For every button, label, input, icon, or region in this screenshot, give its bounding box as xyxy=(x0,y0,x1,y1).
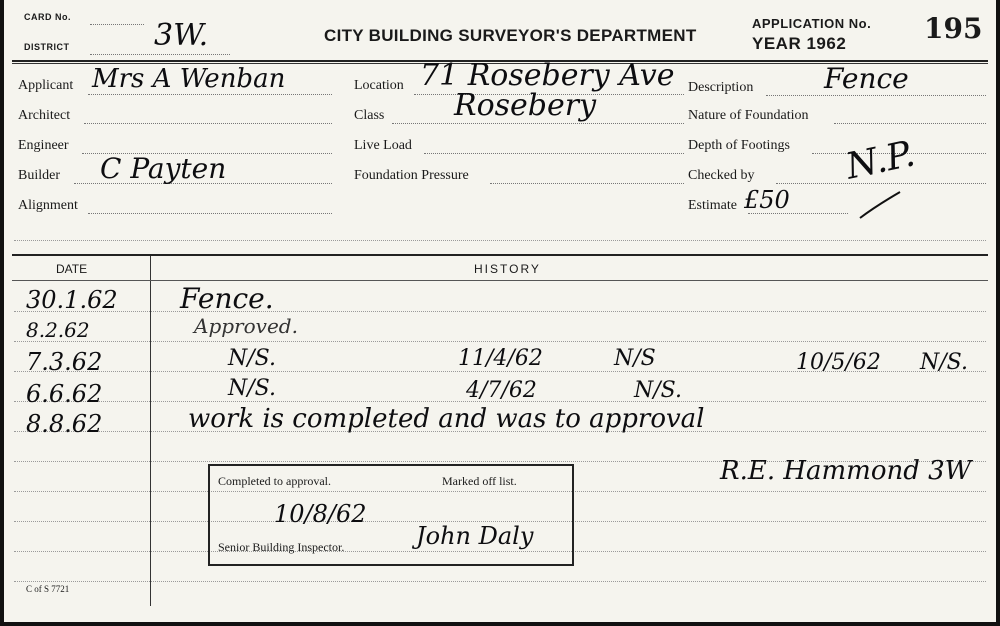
application-number: 195 xyxy=(924,12,983,45)
builder-label: Builder xyxy=(18,168,60,183)
applicant-value: Mrs A Wenban xyxy=(92,64,286,94)
ruled-line xyxy=(14,311,986,312)
alignment-label: Alignment xyxy=(18,198,78,213)
live-load-line xyxy=(424,153,684,154)
stamp-marked-label: Marked off list. xyxy=(442,474,517,488)
ruled-line xyxy=(14,581,986,582)
estimate-label: Estimate xyxy=(688,198,737,213)
entry-text: 4/7/62 xyxy=(466,378,537,403)
nature-of-foundation-label: Nature of Foundation xyxy=(688,108,809,123)
location-value-line1: 71 Rosebery Ave xyxy=(420,58,675,93)
record-card xyxy=(4,0,996,622)
district-label: DISTRICT xyxy=(24,42,70,52)
entry-date: 8.8.62 xyxy=(26,410,103,438)
foundation-pressure-label: Foundation Pressure xyxy=(354,168,469,183)
history-header: HISTORY xyxy=(474,262,541,276)
depth-of-footings-label: Depth of Footings xyxy=(688,138,790,153)
card-no-label: CARD No. xyxy=(24,12,71,22)
ruled-line xyxy=(14,341,986,342)
location-label: Location xyxy=(354,78,404,93)
stamp-completed-label: Completed to approval. xyxy=(218,474,331,488)
form-code: C of S 7721 xyxy=(26,584,70,594)
architect-line xyxy=(84,123,332,124)
checked-by-value: N.P. xyxy=(842,133,919,188)
district-line xyxy=(90,54,230,55)
entry-text: 11/4/62 xyxy=(458,346,543,371)
history-top-divider xyxy=(12,254,988,256)
entry-text: work is completed and was to approval xyxy=(188,404,705,434)
stamp-inspector-signature: John Daly xyxy=(416,522,534,550)
entry-date: 6.6.62 xyxy=(26,380,103,408)
checked-by-label: Checked by xyxy=(688,168,755,183)
fields-bottom-rule xyxy=(14,240,986,241)
entry-date: 7.3.62 xyxy=(26,348,103,376)
entry-text: Fence. xyxy=(180,282,274,315)
description-line xyxy=(766,95,986,96)
date-header: DATE xyxy=(56,262,88,276)
estimate-value: £50 xyxy=(744,186,790,214)
location-value-line2: Rosebery xyxy=(454,88,597,123)
nature-line xyxy=(834,123,986,124)
entry-text: N/S. xyxy=(228,346,276,371)
card-no-line xyxy=(90,24,144,25)
stamp-date: 10/8/62 xyxy=(274,500,367,528)
description-value: Fence xyxy=(824,62,909,95)
entry-date: 30.1.62 xyxy=(26,286,118,314)
approval-stamp xyxy=(208,464,574,566)
entry-text: N/S. xyxy=(920,350,968,375)
entry-text: 10/5/62 xyxy=(796,350,881,375)
checked-line xyxy=(776,183,986,184)
application-no-label: APPLICATION No. xyxy=(752,16,872,31)
applicant-label: Applicant xyxy=(18,78,74,93)
class-line xyxy=(392,123,684,124)
entry-text: N/S. xyxy=(634,378,682,403)
alignment-line xyxy=(88,213,332,214)
checked-flourish xyxy=(856,188,906,222)
year-label: YEAR 1962 xyxy=(752,34,847,53)
surveyor-signature: R.E. Hammond 3W xyxy=(720,456,972,486)
architect-label: Architect xyxy=(18,108,71,123)
engineer-label: Engineer xyxy=(18,138,69,153)
description-label: Description xyxy=(688,80,754,95)
entry-date: 8.2.62 xyxy=(26,318,90,342)
department-title: CITY BUILDING SURVEYOR'S DEPARTMENT xyxy=(324,26,697,45)
class-label: Class xyxy=(354,108,385,123)
entry-text: N/S xyxy=(614,346,656,371)
applicant-line xyxy=(88,94,332,95)
history-header-line xyxy=(12,280,988,281)
builder-value: C Payten xyxy=(100,152,227,185)
entry-text: Approved. xyxy=(194,314,298,338)
district-value: 3W. xyxy=(154,18,209,53)
stamp-inspector-label: Senior Building Inspector. xyxy=(218,540,345,554)
live-load-label: Live Load xyxy=(354,138,412,153)
entry-text: N/S. xyxy=(228,376,276,401)
foundation-pressure-line xyxy=(490,183,684,184)
